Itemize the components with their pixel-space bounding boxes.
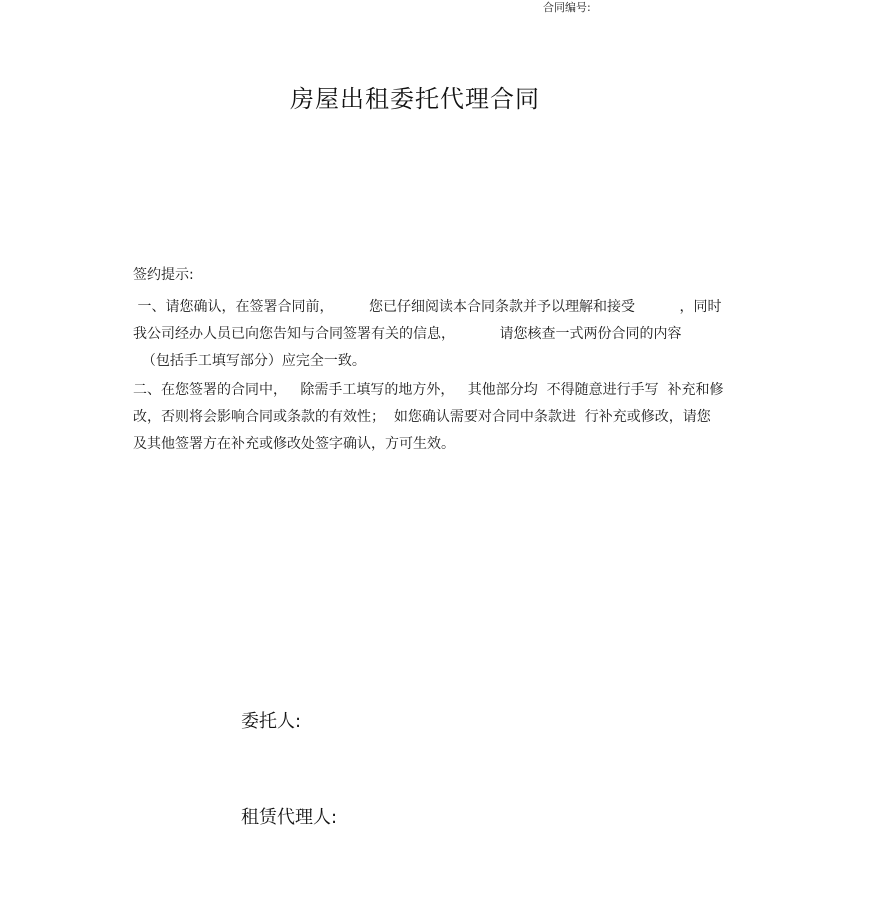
clause-1-line-2: 我公司经办人员已向您告知与合同签署有关的信息， 请您核查一式两份合同的内容 xyxy=(133,326,682,342)
contract-number-label: 合同编号: xyxy=(543,1,591,14)
clause-2-line-1: 二、在您签署的合同中， 除需手工填写的地方外， 其他部分均 不得随意进行手写 补充和修 xyxy=(133,382,724,398)
clause-1-line-1: 一、请您确认，在签署合同前， 您已仔细阅读本合同条款并予以理解和接受 ，同时 xyxy=(133,299,722,315)
signing-notice-heading: 签约提示: xyxy=(133,267,194,283)
clause-2-line-2: 改，否则将会影响合同或条款的有效性； 如您确认需要对合同中条款进 行补充或修改，请您 xyxy=(133,409,711,425)
clause-1-line-3: （包括手工填写部分）应完全一致。 xyxy=(133,353,366,369)
client-signature-label: 委托人: xyxy=(241,711,302,732)
clause-2-line-3: 及其他签署方在补充或修改处签字确认，方可生效。 xyxy=(133,436,455,452)
document-title: 房屋出租委托代理合同 xyxy=(290,85,540,113)
agent-signature-label: 租赁代理人: xyxy=(241,807,338,828)
clause-1-paragraph xyxy=(133,294,755,375)
clause-2-paragraph xyxy=(133,377,755,458)
